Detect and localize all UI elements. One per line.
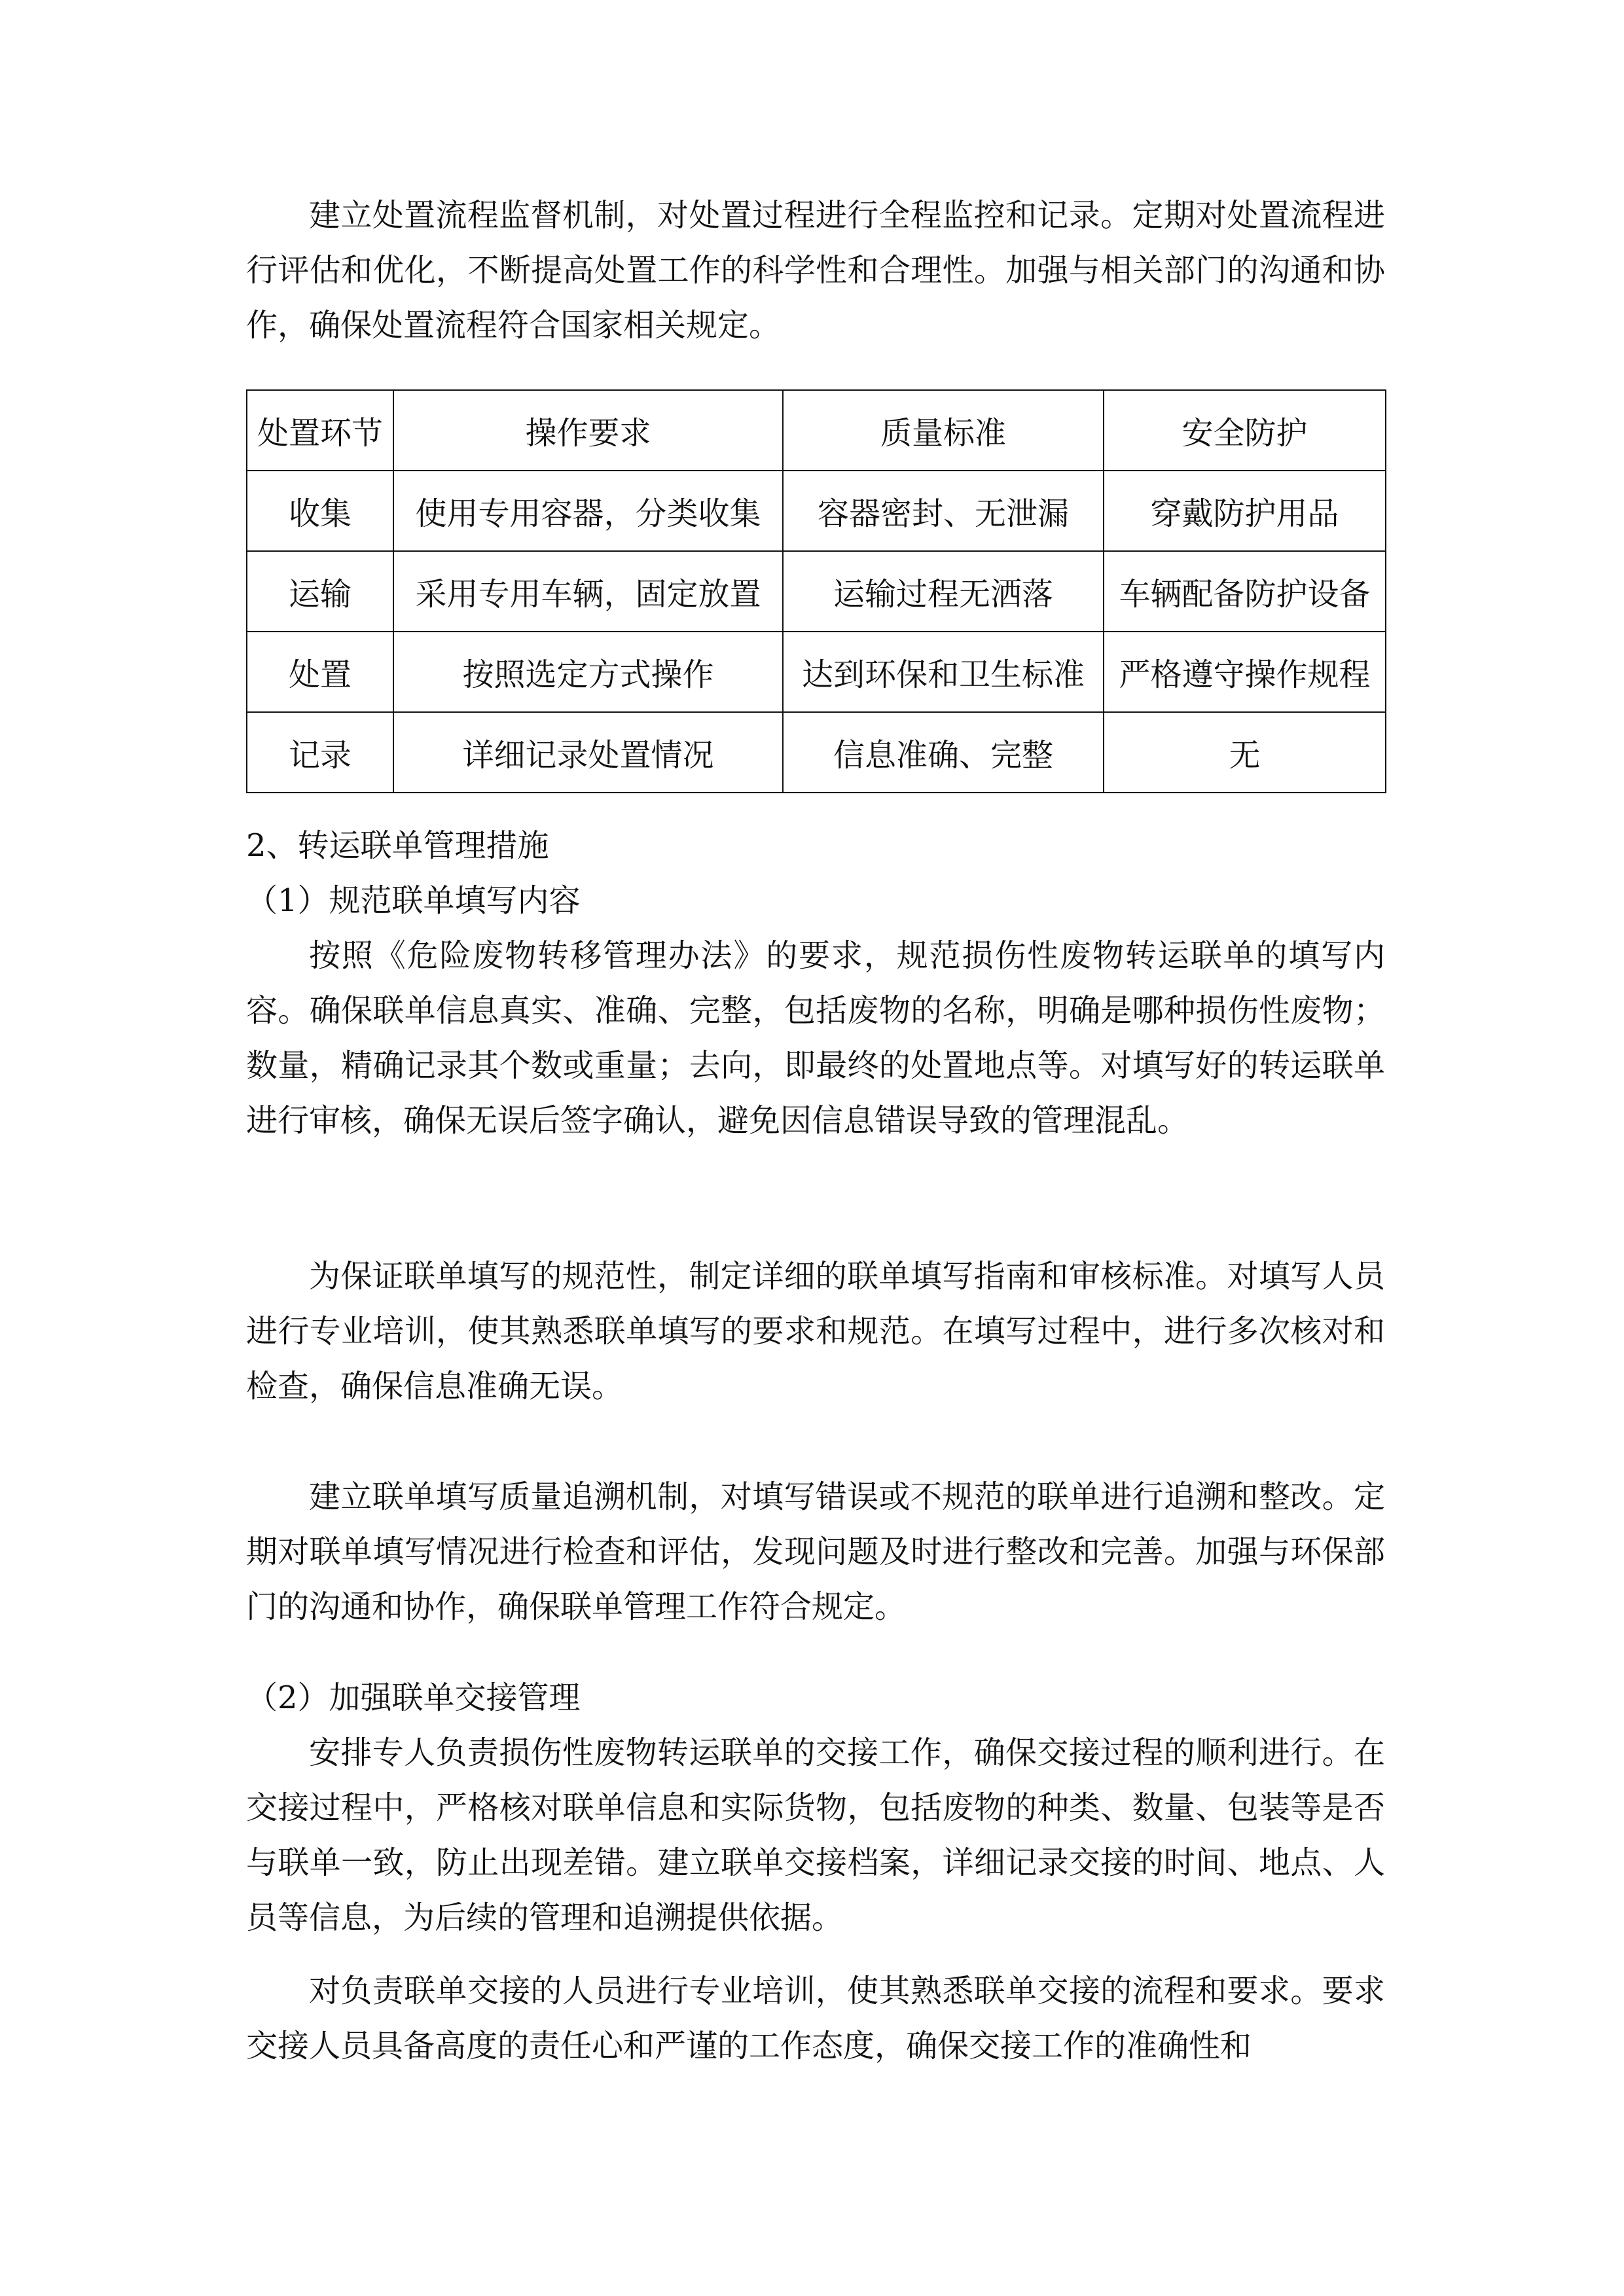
table-cell: 按照选定方式操作 <box>393 632 783 712</box>
table-header-row <box>247 390 1386 471</box>
table-row <box>247 632 1386 712</box>
table-cell: 采用专用车辆，固定放置 <box>393 551 783 632</box>
table-cell: 处置 <box>247 632 393 712</box>
table-cell: 车辆配备防护设备 <box>1104 551 1386 632</box>
table-cell: 无 <box>1104 712 1386 793</box>
table-cell: 收集 <box>247 471 393 551</box>
table-row <box>247 471 1386 551</box>
paragraph: 安排专人负责损伤性废物转运联单的交接工作，确保交接过程的顺利进行。在交接过程中，严格核对联单信息和实际货物，包括废物的种类、数量、包装等是否与联单一致，防止出现差错。建立联单交接档案，详细记录交接的时间、地点、人员等信息，为后续的管理和追溯提供依据。 <box>246 1734 1385 1936</box>
table-cell: 运输 <box>247 551 393 632</box>
header-stage: 处置环节 <box>247 390 393 471</box>
header-safety: 安全防护 <box>1104 390 1386 471</box>
table-row <box>247 712 1386 793</box>
section-heading: 2、转运联单管理措施 <box>246 827 549 864</box>
table-cell: 信息准确、完整 <box>783 712 1104 793</box>
paragraph: 按照《危险废物转移管理办法》的要求，规范损伤性废物转运联单的填写内容。确保联单信息真实、准确、完整，包括废物的名称，明确是哪种损伤性废物；数量，精确记录其个数或重量；去向，即最终的处置地点等。对填写好的转运联单进行审核，确保无误后签字确认，避免因信息错误导致的管理混乱。 <box>246 937 1385 1139</box>
table-row <box>247 551 1386 632</box>
table-cell: 运输过程无洒落 <box>783 551 1104 632</box>
header-quality: 质量标准 <box>783 390 1104 471</box>
subsection-heading-2: （2）加强联单交接管理 <box>246 1679 581 1716</box>
table-cell: 达到环保和卫生标准 <box>783 632 1104 712</box>
table-cell: 穿戴防护用品 <box>1104 471 1386 551</box>
subsection-heading-1: （1）规范联单填写内容 <box>246 882 581 919</box>
paragraph: 对负责联单交接的人员进行专业培训，使其熟悉联单交接的流程和要求。要求交接人员具备高度的责任心和严谨的工作态度，确保交接工作的准确性和 <box>246 1973 1385 2064</box>
paragraph: 为保证联单填写的规范性，制定详细的联单填写指南和审核标准。对填写人员进行专业培训，使其熟悉联单填写的要求和规范。在填写过程中，进行多次核对和检查，确保信息准确无误。 <box>246 1258 1385 1405</box>
disposal-process-table <box>246 389 1386 793</box>
paragraph: 建立联单填写质量追溯机制，对填写错误或不规范的联单进行追溯和整改。定期对联单填写情况进行检查和评估，发现问题及时进行整改和完善。加强与环保部门的沟通和协作，确保联单管理工作符合规定。 <box>246 1479 1385 1625</box>
table-cell: 严格遵守操作规程 <box>1104 632 1386 712</box>
table-cell: 容器密封、无泄漏 <box>783 471 1104 551</box>
header-operation: 操作要求 <box>393 390 783 471</box>
table-cell: 详细记录处置情况 <box>393 712 783 793</box>
intro-paragraph: 建立处置流程监督机制，对处置过程进行全程监控和记录。定期对处置流程进行评估和优化，不断提高处置工作的科学性和合理性。加强与相关部门的沟通和协作，确保处置流程符合国家相关规定。 <box>246 197 1385 344</box>
table-cell: 记录 <box>247 712 393 793</box>
table-cell: 使用专用容器，分类收集 <box>393 471 783 551</box>
